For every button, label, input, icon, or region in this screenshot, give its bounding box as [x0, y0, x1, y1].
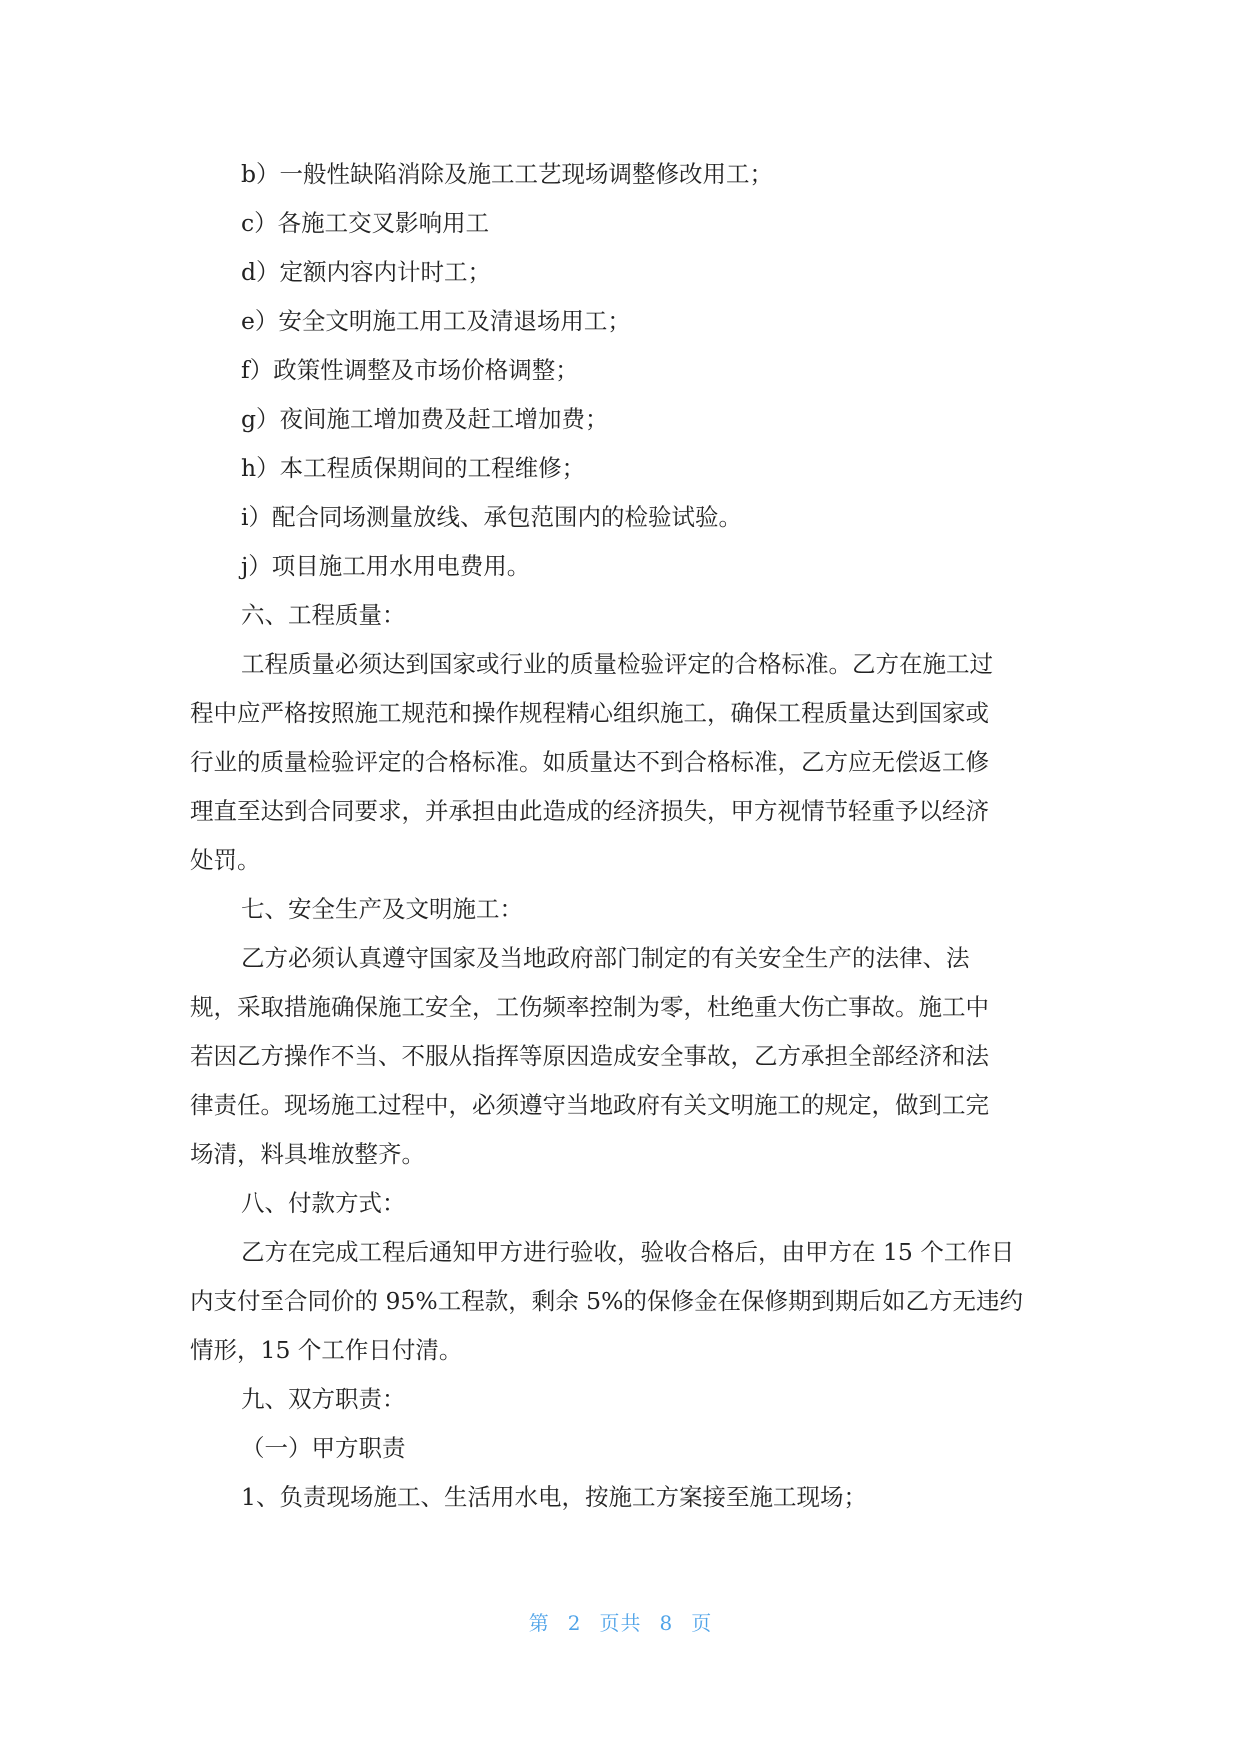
- paragraph-line: 场清，料具堆放整齐。: [190, 1140, 425, 1168]
- paragraph-line: 乙方在完成工程后通知甲方进行验收，验收合格后，由甲方在 15 个工作日: [241, 1238, 1015, 1266]
- section-9-heading: 九、双方职责：: [241, 1385, 406, 1413]
- paragraph-line: 律责任。现场施工过程中，必须遵守当地政府有关文明施工的规定，做到工完: [190, 1091, 989, 1119]
- paragraph-line: 行业的质量检验评定的合格标准。如质量达不到合格标准，乙方应无偿返工修: [190, 748, 989, 776]
- footer-middle: 页共: [599, 1611, 642, 1635]
- list-item-j: j）项目施工用水用电费用。: [241, 552, 531, 580]
- paragraph-line: 工程质量必须达到国家或行业的质量检验评定的合格标准。乙方在施工过: [241, 650, 993, 678]
- page-footer: [0, 1607, 1241, 1636]
- paragraph-line: 理直至达到合同要求，并承担由此造成的经济损失，甲方视情节轻重予以经济: [190, 797, 989, 825]
- list-item-d: d）定额内容内计时工；: [241, 258, 492, 286]
- paragraph-line: 程中应严格按照施工规范和操作规程精心组织施工，确保工程质量达到国家或: [190, 699, 989, 727]
- list-item-g: g）夜间施工增加费及赶工增加费；: [241, 405, 609, 433]
- paragraph-line: 若因乙方操作不当、不服从指挥等原因造成安全事故，乙方承担全部经济和法: [190, 1042, 989, 1070]
- list-item-c: c）各施工交叉影响用工: [241, 209, 490, 237]
- section-6-paragraph: [190, 640, 1052, 885]
- list-item-e: e）安全文明施工用工及清退场用工；: [241, 307, 631, 335]
- section-6-heading: 六、工程质量：: [241, 601, 406, 629]
- list-item-f: f）政策性调整及市场价格调整；: [241, 356, 579, 384]
- paragraph-line: 情形，15 个工作日付清。: [190, 1336, 463, 1364]
- section-9-subheading: （一）甲方职责: [241, 1434, 406, 1462]
- page-number: 2: [567, 1611, 582, 1635]
- section-7-heading: 七、安全生产及文明施工：: [241, 895, 523, 923]
- section-8-paragraph: [190, 1228, 1052, 1375]
- footer-suffix: 页: [691, 1611, 713, 1635]
- paragraph-line: 处罚。: [190, 846, 261, 874]
- list-item-h: h）本工程质保期间的工程维修；: [241, 454, 586, 482]
- section-9-item-1: 1、负责现场施工、生活用水电，按施工方案接至施工现场；: [241, 1483, 867, 1511]
- footer-prefix: 第: [528, 1611, 550, 1635]
- paragraph-line: 内支付至合同价的 95%工程款，剩余 5%的保修金在保修期到期后如乙方无违约: [190, 1287, 1023, 1315]
- paragraph-line: 乙方必须认真遵守国家及当地政府部门制定的有关安全生产的法律、法: [241, 944, 970, 972]
- list-item-i: i）配合同场测量放线、承包范围内的检验试验。: [241, 503, 743, 531]
- total-pages: 8: [659, 1611, 674, 1635]
- list-item-b: b）一般性缺陷消除及施工工艺现场调整修改用工；: [241, 160, 774, 188]
- document-body: [190, 150, 1052, 1522]
- section-7-paragraph: [190, 934, 1052, 1179]
- section-8-heading: 八、付款方式：: [241, 1189, 406, 1217]
- paragraph-line: 规，采取措施确保施工安全，工伤频率控制为零，杜绝重大伤亡事故。施工中: [190, 993, 989, 1021]
